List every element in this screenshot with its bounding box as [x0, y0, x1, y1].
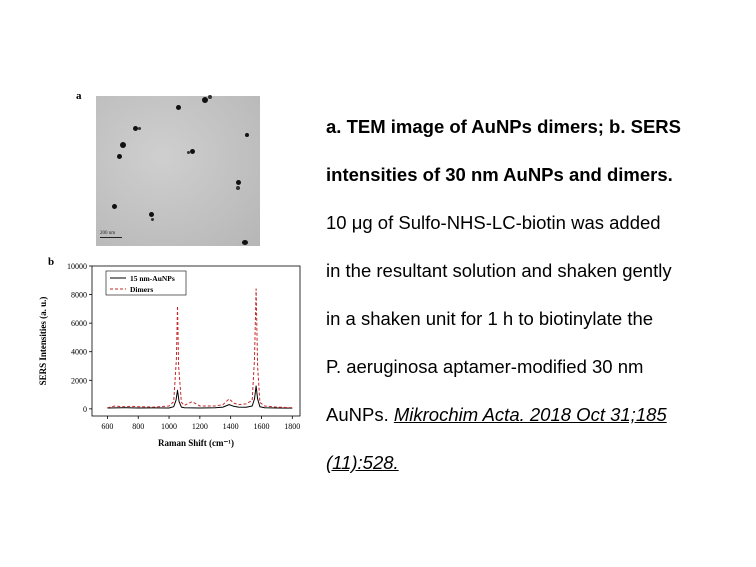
caption-line-4: in the resultant solution and shaken gently [326, 260, 672, 281]
legend-label: 15 nm-AuNPs [130, 274, 175, 283]
series-line-aunps [107, 386, 292, 408]
nanoparticle [190, 149, 195, 154]
x-axis-label: Raman Shift (cm⁻¹) [158, 438, 234, 448]
y-axis-label: SERS Intensities (a. u.) [38, 296, 48, 386]
nanoparticle [112, 204, 117, 209]
y-tick-label: 10000 [67, 262, 87, 271]
scale-bar-label: 200 nm [100, 231, 116, 236]
citation-link[interactable]: Mikrochim Acta. 2018 Oct 31;185 [393, 404, 667, 425]
nanoparticle [138, 127, 141, 130]
x-tick-label: 1800 [284, 422, 301, 431]
nanoparticle [149, 212, 154, 217]
y-tick-label: 8000 [71, 290, 87, 300]
citation-link-continued[interactable]: (11):528. [326, 452, 399, 473]
nanoparticle [236, 186, 240, 190]
nanoparticle [176, 105, 181, 110]
nanoparticle [208, 95, 212, 99]
caption-line-8 [326, 452, 399, 474]
x-tick-label: 1000 [161, 422, 178, 431]
panel-a-label: a [76, 90, 82, 102]
caption-line-7 [326, 404, 667, 426]
sers-chart [30, 248, 306, 460]
series-line-dimers [107, 289, 292, 408]
x-tick-label: 800 [132, 422, 145, 431]
nanoparticle [242, 240, 248, 245]
y-tick-label: 6000 [71, 319, 87, 329]
x-tick-label: 600 [101, 422, 114, 431]
legend-label: Dimers [130, 285, 154, 294]
nanoparticle [187, 151, 190, 154]
caption-line-2: intensities of 30 nm AuNPs and dimers. [326, 164, 673, 185]
y-tick-label: 2000 [71, 376, 87, 386]
x-tick-label: 1200 [191, 422, 208, 431]
caption-line-6: P. aeruginosa aptamer-modified 30 nm [326, 356, 644, 377]
caption-line-1: a. TEM image of AuNPs dimers; b. SERS [326, 116, 681, 137]
nanoparticle [120, 142, 126, 148]
x-tick-label: 1600 [253, 422, 270, 431]
x-tick-label: 1400 [222, 422, 239, 431]
panel-b-label: b [48, 256, 55, 268]
caption-text: AuNPs. [326, 404, 394, 425]
caption-line-5: in a shaken unit for 1 h to biotinylate the [326, 308, 654, 329]
nanoparticle [202, 97, 208, 103]
caption-line-3: 10 μg of Sulfo-NHS-LC-biotin was added [326, 212, 661, 233]
y-tick-label: 0 [83, 404, 87, 414]
nanoparticle [117, 154, 122, 159]
scale-bar [100, 237, 122, 238]
tem-image [96, 96, 260, 246]
nanoparticle [236, 180, 241, 185]
nanoparticle [151, 218, 154, 221]
y-tick-label: 4000 [71, 347, 87, 357]
nanoparticle [245, 133, 249, 137]
